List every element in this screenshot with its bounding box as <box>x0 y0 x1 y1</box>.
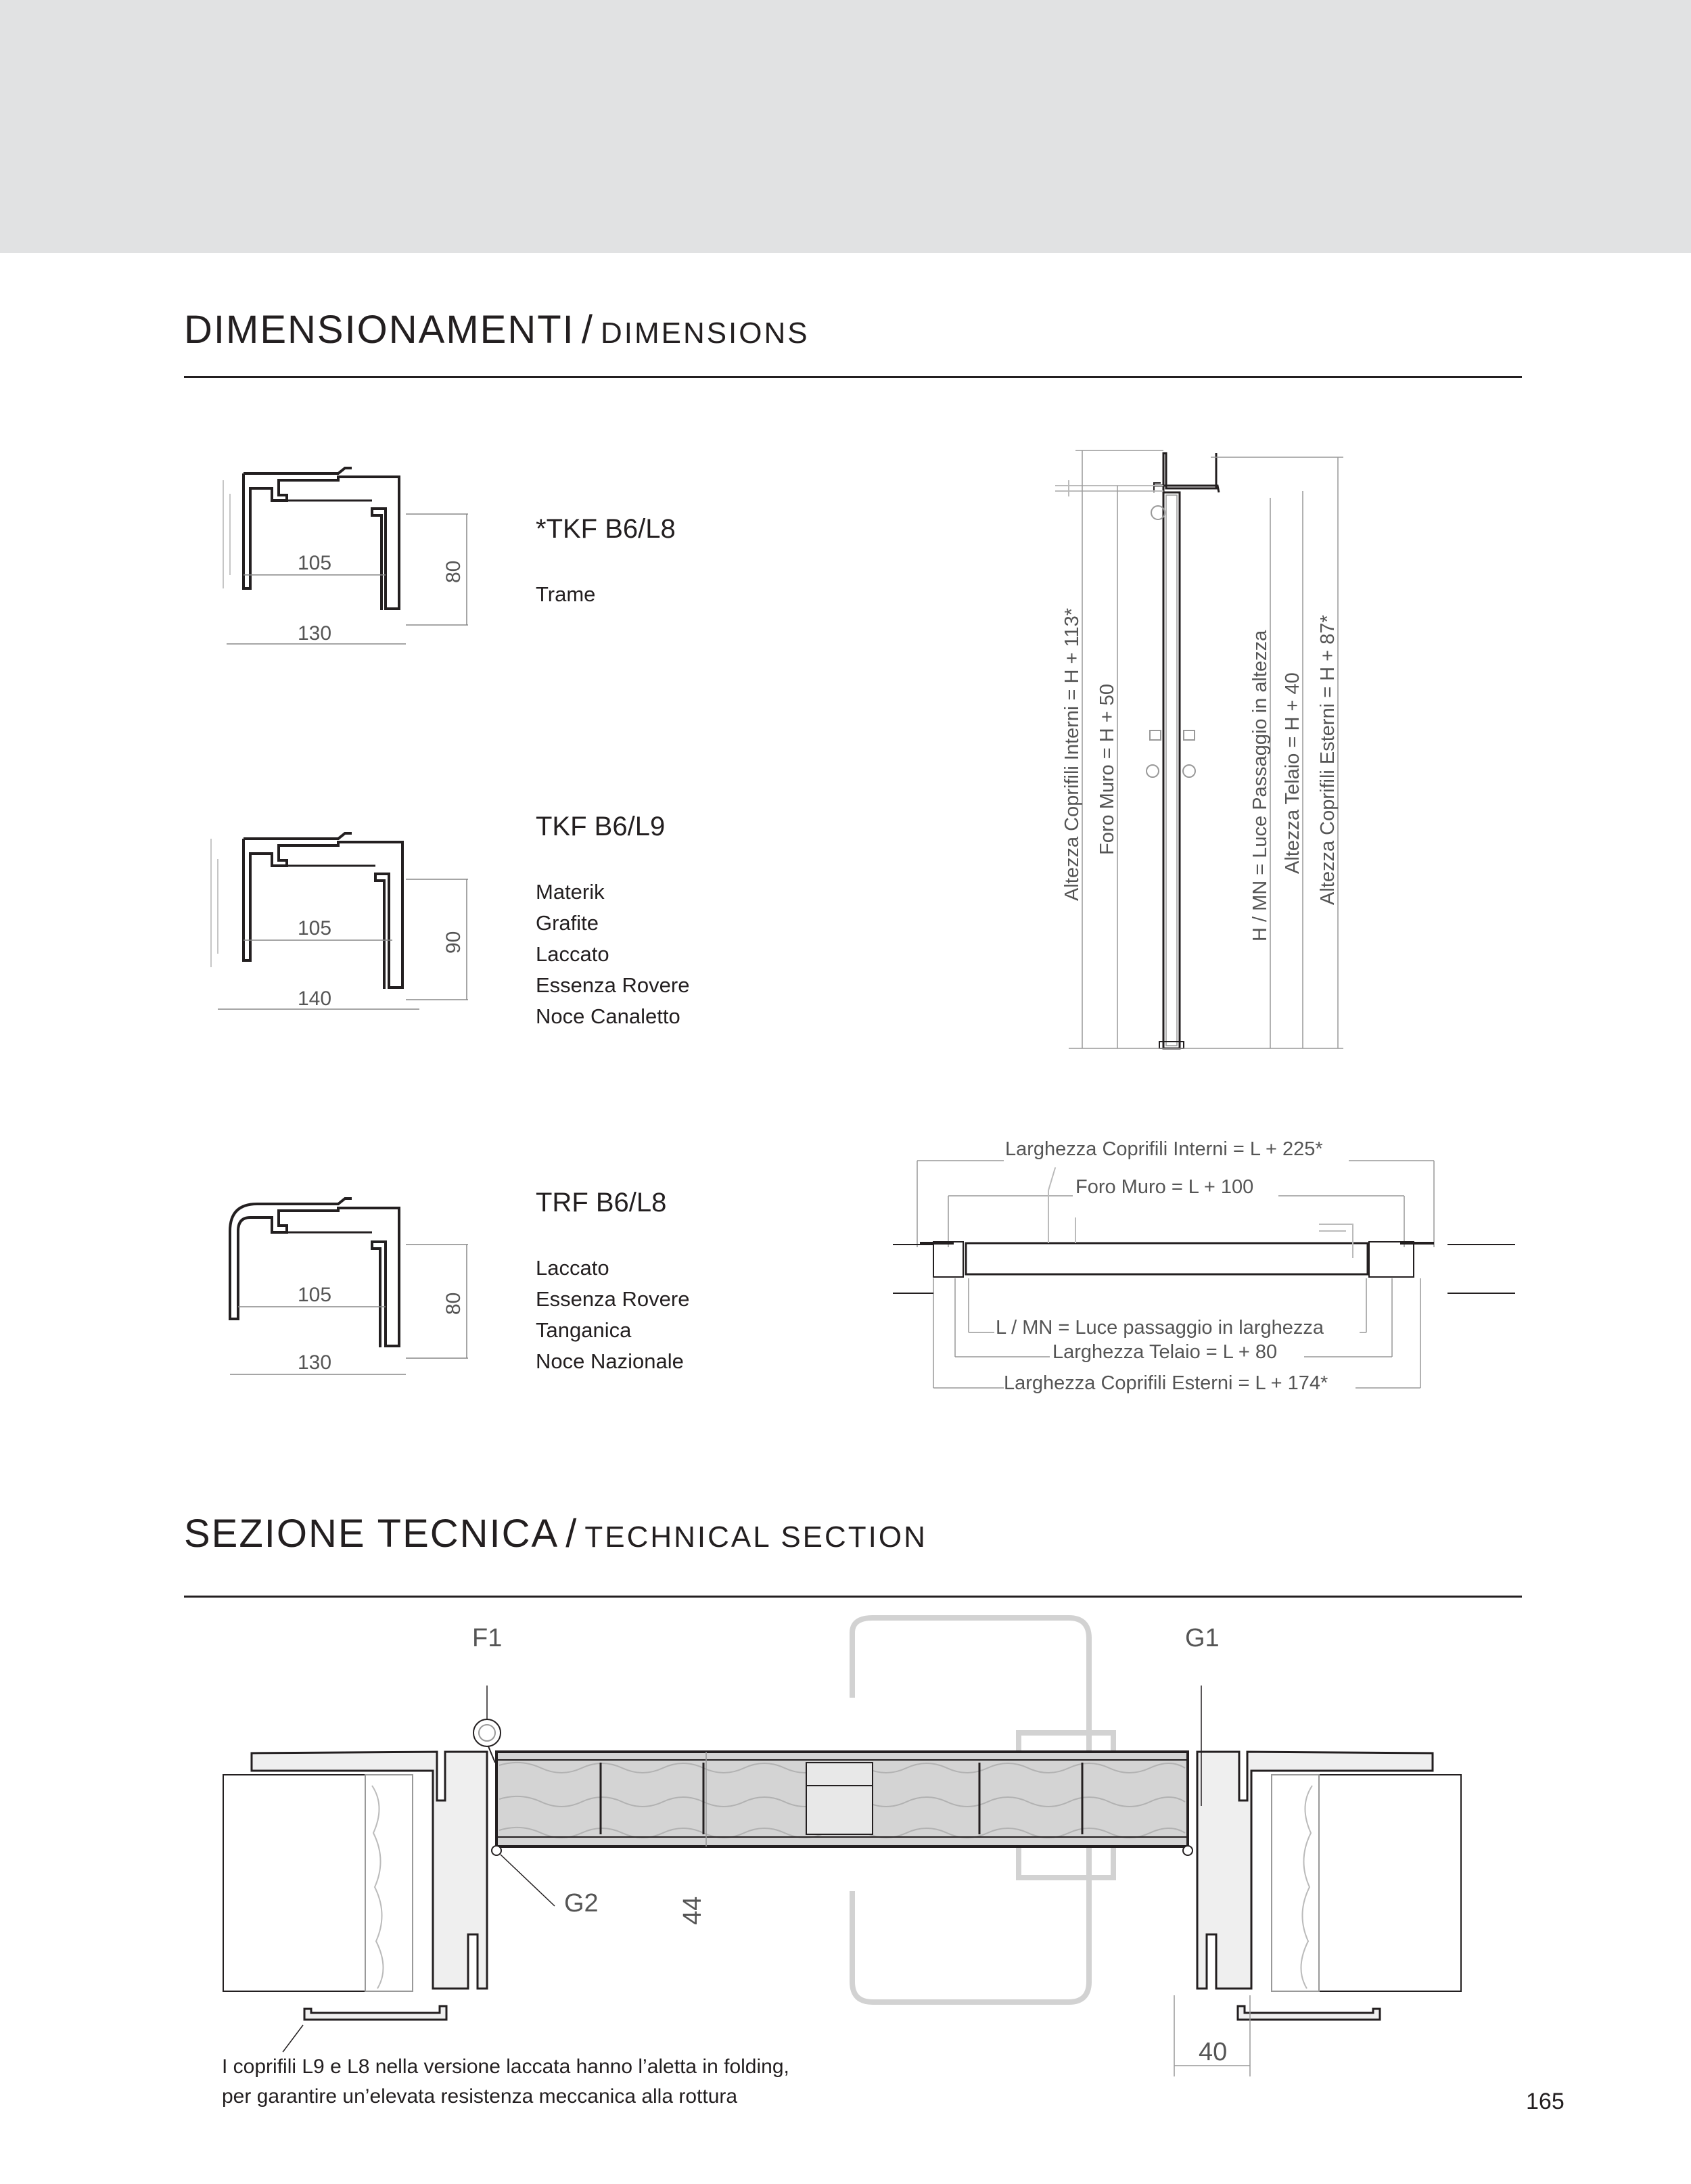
dimension-lines <box>230 1245 468 1374</box>
profile-finishes-list <box>536 1253 689 1377</box>
profile-shape <box>244 833 402 989</box>
profile-finishes-list <box>536 877 689 1032</box>
header-band <box>0 0 1691 253</box>
frame-width-label: 40 <box>1199 2038 1228 2066</box>
width-label-coprifili-interni: Larghezza Coprifili Interni = L + 225* <box>1005 1138 1323 1160</box>
depth-label: 80 <box>442 1292 465 1315</box>
finish-item: Noce Canaletto <box>536 1004 680 1028</box>
profile-shape <box>244 468 399 610</box>
profile-drawing-tkf-l9 <box>203 818 487 1021</box>
wall-right <box>1272 1775 1461 1991</box>
width-label-coprifili-esterni: Larghezza Coprifili Esterni = L + 174* <box>1004 1372 1328 1394</box>
door-thickness-label: 44 <box>678 1896 707 1925</box>
dimensions-title-main: DIMENSIONAMENTI <box>184 308 575 352</box>
width-label-luce-passaggio: L / MN = Luce passaggio in larghezza <box>996 1317 1324 1339</box>
width-label-telaio: Larghezza Telaio = L + 80 <box>1052 1341 1278 1363</box>
outer-width-label: 130 <box>298 622 332 645</box>
profile-shape <box>230 1199 399 1347</box>
frame-left <box>252 1752 487 2020</box>
handle-plate <box>1146 506 1195 777</box>
finish-item: Tanganica <box>536 1318 632 1342</box>
callout-g1: G1 <box>1185 1624 1220 1652</box>
finish-item: Grafite <box>536 911 599 935</box>
wall-lines <box>893 1245 1515 1293</box>
door-leaf <box>496 1752 1188 1846</box>
profile-finishes-list <box>536 579 595 610</box>
height-label-coprifili-interni: Altezza Coprifili Interni = H + 113* <box>1061 607 1083 901</box>
finish-item: Essenza Rovere <box>536 1287 690 1311</box>
footnote-line-2: per garantire un’elevata resistenza meccanica alla rottura <box>222 2085 738 2108</box>
inner-width-label: 105 <box>298 552 332 574</box>
width-diagram <box>879 1123 1529 1434</box>
footnote <box>222 2052 789 2112</box>
technical-title-separator: / <box>565 1512 578 1556</box>
wall-left <box>223 1775 413 1991</box>
door-elevation <box>1154 453 1219 1048</box>
hinge-lines <box>1055 480 1163 496</box>
callout-f1: F1 <box>472 1624 503 1652</box>
door-plan <box>920 1242 1434 1277</box>
frame-right <box>1197 1752 1433 2020</box>
technical-section-drawing <box>203 1603 1488 2083</box>
technical-section-rule <box>184 1596 1522 1598</box>
depth-label: 80 <box>442 560 465 583</box>
finish-item: Essenza Rovere <box>536 973 690 997</box>
height-label-coprifili-esterni: Altezza Coprifili Esterni = H + 87* <box>1317 615 1339 905</box>
callout-g2: G2 <box>564 1889 599 1918</box>
profile-name: TKF B6/L9 <box>536 812 666 841</box>
dimension-lines <box>227 514 468 644</box>
depth-label: 90 <box>442 931 465 954</box>
dimensions-title-sub: DIMENSIONS <box>600 317 810 350</box>
dimension-lines <box>218 879 468 1009</box>
height-label-telaio: Altezza Telaio = H + 40 <box>1282 672 1303 874</box>
technical-section-title <box>184 1511 927 1556</box>
dimensions-title-separator: / <box>581 308 594 352</box>
footnote-line-1: I coprifili L9 e L8 nella versione laccata hanno l’aletta in folding, <box>222 2055 789 2078</box>
profile-name: *TKF B6/L8 <box>536 514 676 544</box>
finish-item: Laccato <box>536 1256 609 1280</box>
inner-width-label: 105 <box>298 1284 332 1306</box>
height-diagram <box>1042 413 1366 1062</box>
technical-title-main: SEZIONE TECNICA <box>184 1512 559 1556</box>
finish-item: Noce Nazionale <box>536 1349 684 1373</box>
technical-title-sub: TECHNICAL SECTION <box>584 1520 927 1554</box>
profile-name: TRF B6/L8 <box>536 1188 667 1217</box>
profile-ghost <box>211 839 218 967</box>
profile-drawing-trf-l8 <box>203 1184 487 1387</box>
profile-ghost <box>223 480 230 588</box>
outer-width-label: 130 <box>298 1351 332 1374</box>
dimensions-rule <box>184 376 1522 378</box>
profile-drawing-tkf-l8 <box>203 453 487 656</box>
finish-item: Laccato <box>536 942 609 966</box>
height-label-foro-muro: Foro Muro = H + 50 <box>1096 683 1118 855</box>
dimensions-title <box>184 307 810 352</box>
outer-width-label: 140 <box>298 988 332 1010</box>
width-label-foro-muro: Foro Muro = L + 100 <box>1075 1176 1254 1198</box>
finish-item: Materik <box>536 880 605 904</box>
page-number: 165 <box>1526 2089 1565 2114</box>
finish-item: Trame <box>536 582 596 606</box>
height-label-luce-passaggio: H / MN = Luce Passaggio in altezza <box>1249 630 1271 942</box>
inner-width-label: 105 <box>298 917 332 939</box>
